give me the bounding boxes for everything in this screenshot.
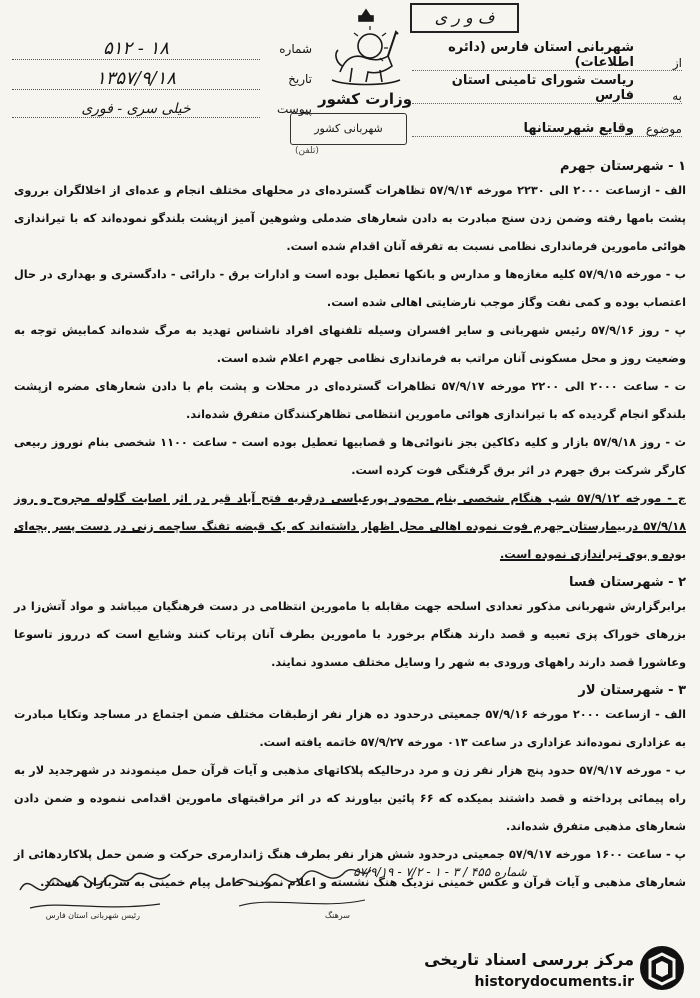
date-value: ۱۳۵۷/۹/۱۸ — [12, 68, 260, 90]
paragraph: الف - ازساعت ۲۰۰۰ مورخه ۵۷/۹/۱۶ جمعیتی درحدود ده هزار نفر ازطبقات مختلف ضمن اجتماع در مساجد وتکایا مبادرت به عزاداری نموده‌اند عزاداری در ساعت ۰۱۳ مورخه ۵۷/۹/۲۷ خاتمه یافته است. — [14, 708, 686, 749]
attachment-row — [12, 94, 312, 124]
classification-stamp: ف‌ ‌و ‌ر ‌ی — [410, 3, 519, 33]
attachment-value: خیلی سری - فوری — [12, 101, 260, 118]
paragraph: پ - ساعت ۱۶۰۰ مورخه ۵۷/۹/۱۷ جمعیتی درحدود شش هزار نفر بطرف هنگ ژاندارمری حرکت و ضمن حمل پلاکاردهائی از شعارهای مذهبی و آیات قرآن و عکس خمینی نزدیک هنگ نشسته و اعلام نمودند حامل پیام خمینی به سربازان هستند. — [14, 848, 686, 889]
paragraph: ب - مورخه ۵۷/۹/۱۷ حدود پنج هزار نفر زن و مرد درحالیکه پلاکاتهای مذهبی و آیات قرآن حمل مینمودند در شهرجدید لار به راه پیمائی پرداخته و قصد داشتند بمیکده که ۶۶ پائین بیاورند که در اثر مراقبتهای مامورین اقدامی ننموده و ضمن دادن شعارهای مذهبی متفرق شده‌اند. — [14, 764, 686, 833]
subject-label: موضوع — [645, 122, 682, 136]
section-title: ۱ - شهرستان جهرم — [560, 159, 686, 174]
archive-logo-icon — [638, 944, 686, 992]
attachment-label: پیوست — [277, 102, 312, 116]
number-value: ۵۱۲ - ۱۸ — [12, 38, 260, 60]
watermark-url: historydocuments.ir — [474, 974, 634, 990]
signature-caption: سرهنگ — [325, 911, 350, 920]
paragraph: ج - مورخه ۵۷/۹/۱۲ شب هنگام شخصی بنام محمود پورعباسی درقریه فتح آباد قیر در اثر اصابت گلوله مجروح و روز ۵۷/۹/۱۸ دربیمارستان جهرم فوت نموده اهالی محل اظهار داشته‌اند که یک قبضه تفنگ ساچمه زنی در دست پسر بچه‌ای بوده و بوی تیراندازی نموده است. — [14, 492, 686, 561]
from-row — [412, 40, 682, 71]
header-meta — [12, 34, 312, 124]
ministry-title: وزارت کشور — [317, 90, 413, 108]
section-title: ۳ - شهرستان لار — [578, 683, 686, 698]
to-value: ریاست شورای تامینی استان فارس — [451, 73, 634, 103]
document-body — [14, 157, 686, 897]
paragraph: پ - روز ۵۷/۹/۱۶ رئیس شهربانی و سایر افسران وسیله تلفنهای افراد ناشناس تهدید به مرگ شده‌اند کمابیش توجه به وضعیت روز و محل مسکونی آنان مراتب به فرمانداری نظامی جهرم اعلام شده است. — [14, 324, 686, 365]
number-label: شماره — [279, 42, 312, 56]
to-row — [412, 73, 682, 104]
subject-value: وقایع شهرستانها — [523, 121, 634, 136]
signature-caption: رئیس شهربانی استان فارس — [45, 911, 140, 920]
address-block — [412, 40, 682, 139]
from-value: شهربانی استان فارس (دائره اطلاعات) — [448, 40, 634, 70]
date-row — [12, 64, 312, 94]
number-row — [12, 34, 312, 64]
paragraph: ب - مورخه ۵۷/۹/۱۵ کلیه مغازه‌ها و مدارس و بانکها تعطیل بوده است و ادارات برق - دارائی - دادگستری و بهداری در حال اعتصاب بوده و کمی نفت وگاز موجب نارضایتی اهالی شده است. — [14, 268, 686, 309]
paragraph: ت - ساعت ۲۰۰۰ الی ۲۲۰۰ مورخه ۵۷/۹/۱۷ تظاهرات گسترده‌ای در محلات و پشت بام با دادن شعارهای مضره ازپشت بلندگو انجام گردیده که با تیراندازی هوائی مامورین انتظامی تظاهرکنندگان متفرق شده‌اند. — [14, 380, 686, 421]
signature-scribble-icon — [225, 860, 375, 920]
paragraph: برابرگزارش شهربانی مذکور تعدادی اسلحه جهت مقابله با مامورین انتظامی در دست فرهنگیان میباشد و مواد آتش‌زا در بزرهای خوراک پزی تعبیه و قصد دارند هنگام برخورد با مامورین بطرف آنان پرتاب کنند وشایع است که درروز تاسوعا وعاشورا قصد دارند راههای ورودی به شهر را وسایل مختلف مسدود نمایند. — [14, 600, 686, 669]
police-stamp: شهربانی کشور — [290, 113, 407, 145]
paragraph: ث - روز ۵۷/۹/۱۸ بازار و کلیه دکاکین بجز نانوائی‌ها و قصابیها تعطیل بوده است - ساعت ۱۱۰۰ شخصی بنام نوروز ربیعی کارگر شرکت برق جهرم در اثر برق گرفتگی فوت کرده است. — [14, 436, 686, 477]
signature-scribble-icon — [10, 860, 180, 920]
watermark-title: مرکز بررسی اسناد تاریخی — [424, 950, 634, 969]
paragraph: الف - ازساعت ۲۰۰۰ الی ۲۲۳۰ مورخه ۵۷/۹/۱۴ تظاهرات گسترده‌ای در محلهای مختلف انجام و عده‌ای از اخلالگران برروی پشت بامها رفته وضمن زدن سنج مبادرت به دادن شعارهای ضدملی وشوهین آمیز ازپشت بلندگو نموده‌اند که با تیراندازی هوائی مامورین فرمانداری نظامی نسبت به تفرقه آنان اقدام شده است. — [14, 184, 686, 253]
subject-row — [412, 106, 682, 137]
to-label: به — [672, 89, 682, 103]
from-label: از — [672, 56, 682, 70]
reference-note: شماره ۴۵۵ / ۳ - ۱ - ۷/۲ - ۵۷/۹/۱۹ — [353, 865, 527, 879]
phone-label: (تلفن) — [295, 146, 319, 156]
date-label: تاریخ — [288, 72, 312, 86]
section-title: ۲ - شهرستان فسا — [568, 575, 686, 590]
lion-and-sun-emblem-icon — [326, 6, 406, 90]
